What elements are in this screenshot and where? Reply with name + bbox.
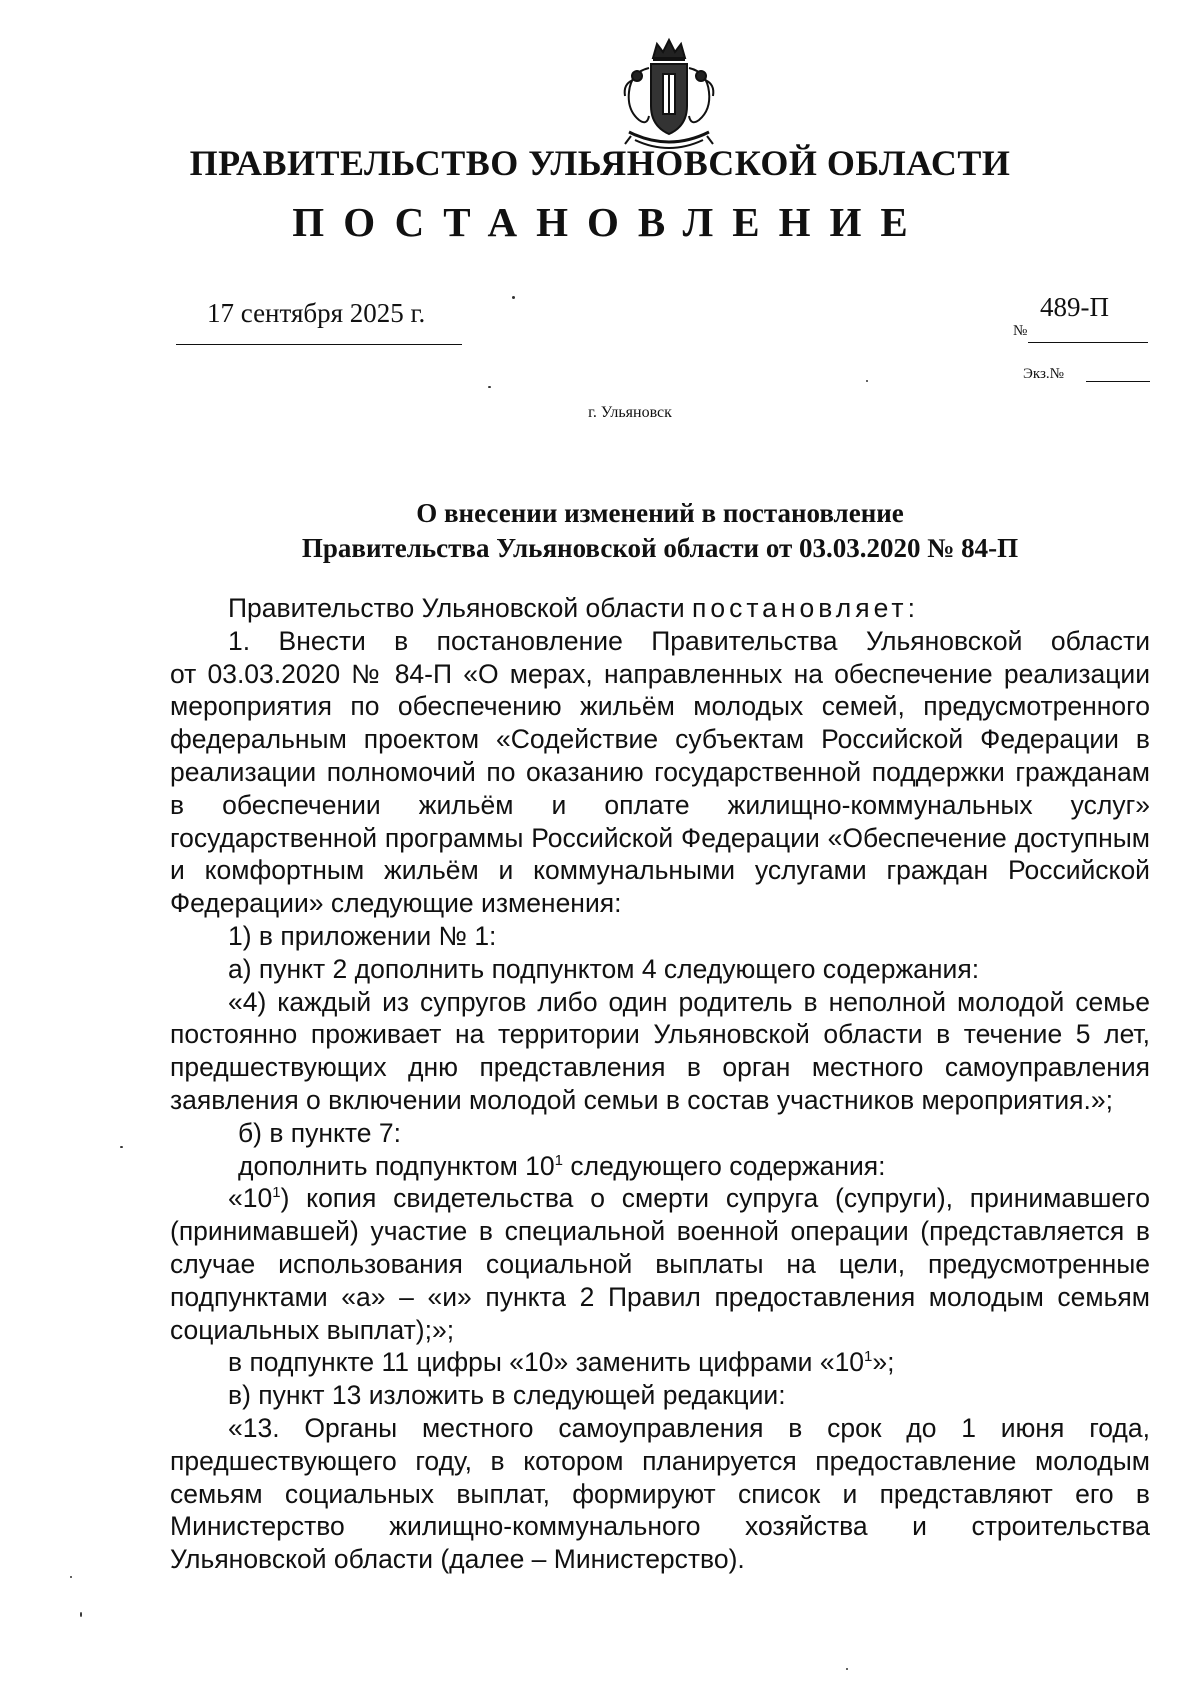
paragraph-a: а) пункт 2 дополнить подпунктом 4 следующего содержания: [228,953,980,984]
paragraph-item-13: «13. Органы местного самоуправления в срок до 1 июня года, предшествующего году, в котором планируется предоставление молодым семьям социальных выплат, формируют список и представляют его в Министерство жилищно-коммунального хозяйства и строительства Ульяновской области (далее – Министерство). [170,1412,1150,1575]
scan-speck [120,1146,123,1148]
paragraph-sub-11 [170,1346,1150,1379]
p6-text-a: дополнить подпунктом 10 [238,1150,555,1181]
p8-text-a: в подпункте 11 цифры «10» заменить цифрами «10 [228,1347,865,1378]
organization-title: ПРАВИТЕЛЬСТВО УЛЬЯНОВСКОЙ ОБЛАСТИ [189,143,1011,183]
p8-superscript: 1 [864,1348,873,1366]
intro-prefix: Правительство Ульяновской области [228,593,692,623]
paragraph-sub-4: «4) каждый из супругов либо один родитель в неполной молодой семье постоянно проживает на территории Ульяновской области в течение 5 лет, предшествующих дню представления в орган местного самоуправления заявления о включении молодой семьи в состав участников мероприятия.»; [170,986,1150,1115]
document-number: 489-П [1040,292,1109,322]
scan-speck [846,1668,848,1670]
document-body [170,592,1150,1576]
scan-speck [866,380,868,382]
p8-text-b: »; [872,1347,895,1378]
p6-superscript: 1 [554,1151,563,1169]
paragraph-1-first-line: 1. Внести в постановление Правительства Ульяновской области [228,625,1150,656]
p6-text-b: следующего содержания: [563,1150,886,1181]
scan-speck [80,1612,82,1617]
paragraph-b: б) в пункте 7: [238,1117,401,1148]
copy-number-underline [1086,381,1150,382]
intro-resolves: постановляет: [692,593,919,623]
intro-paragraph [170,592,1150,625]
paragraph-sub-10-1 [170,1182,1150,1346]
scan-speck [70,1576,72,1578]
document-date: 17 сентября 2025 г. [207,298,426,328]
heading-line-1: О внесении изменений в постановление [416,498,904,528]
document-type: ПОСТАНОВЛЕНИЕ [292,199,927,245]
city: г. Ульяновск [588,404,672,421]
p7-text-a: «10 [228,1183,273,1214]
coat-of-arms-emblem [613,36,725,154]
p7-text-b: ) копия свидетельства о смерти супруга (супруги), принимавшего (принимавшей) участие в специальной военной операции (представляется в случае использования социальной выплаты на цели, предусмотренные подпунктами «а» – «и» пункта 2 Правил предоставления молодым семьям социальных выплат);»; [170,1183,1150,1345]
number-label: № [1013,323,1028,339]
scan-speck [512,296,515,299]
paragraph-annex-1: 1) в приложении № 1: [228,920,497,951]
paragraph-add-10-1 [170,1150,1150,1183]
paragraph-v: в) пункт 13 изложить в следующей редакции: [228,1380,786,1411]
p7-superscript: 1 [272,1184,281,1202]
scan-speck [488,386,491,388]
paragraph-1-continuation: от 03.03.2020 № 84-П «О мерах, направленных на обеспечение реализации мероприятия по обеспечению жильём молодых семей, предусмотренного федеральным проектом «Содействие субъектам Российской Федерации в реализации полномочий по оказанию государственной поддержки гражданам в обеспечении жильём и оплате жилищно-коммунальных услуг» государственной программы Российской Федерации «Обеспечение доступным и комфортным жильём и коммунальными услугами граждан Российской Федерации» следующие изменения: [170,658,1150,919]
copy-number-label: Экз.№ [1023,366,1064,382]
date-underline [176,344,462,345]
document-heading [170,496,1150,566]
number-underline [1028,342,1148,343]
heading-line-2: Правительства Ульяновской области от 03.03.2020 № 84-П [301,533,1019,563]
